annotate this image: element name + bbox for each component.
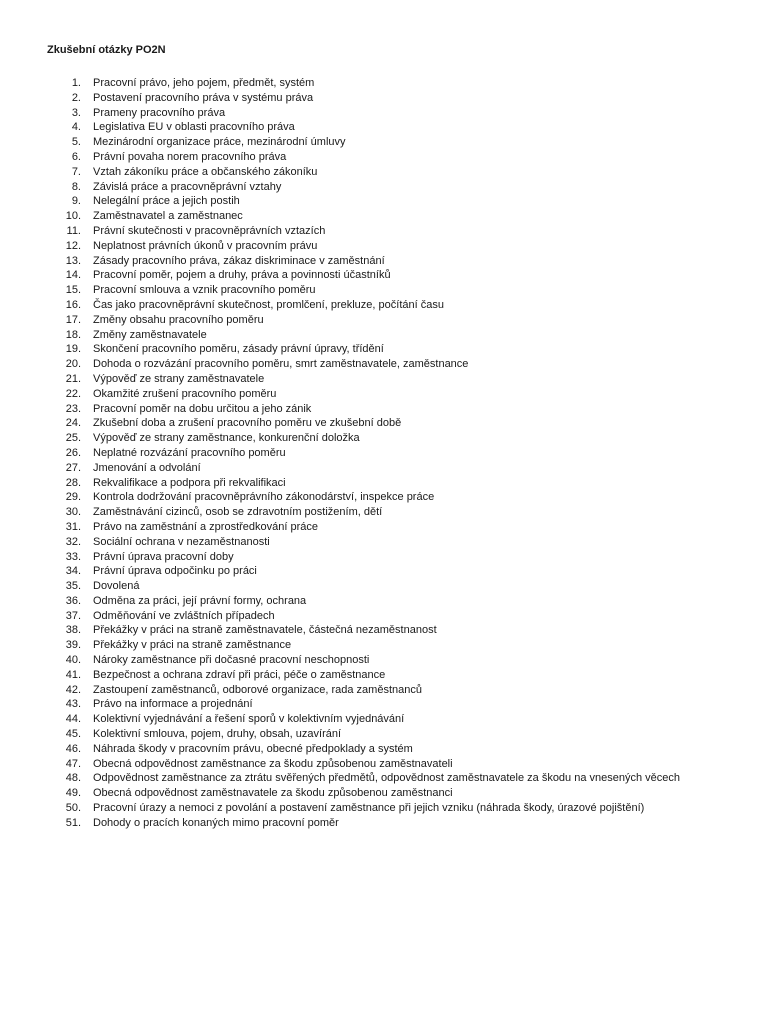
list-item-number: 34. xyxy=(65,565,81,578)
list-item-number: 16. xyxy=(65,298,81,311)
list-item-number: 48. xyxy=(65,772,81,785)
list-item xyxy=(0,357,768,372)
list-item xyxy=(0,697,768,712)
list-item xyxy=(0,313,768,328)
list-item-number: 45. xyxy=(65,728,81,741)
list-item-number: 23. xyxy=(65,402,81,415)
list-item xyxy=(0,224,768,239)
list-item-number: 38. xyxy=(65,624,81,637)
list-item xyxy=(0,209,768,224)
list-item xyxy=(0,120,768,135)
list-item-text: Nelegální práce a jejich postih xyxy=(93,195,240,208)
list-item-text: Právo na zaměstnání a zprostředkování práce xyxy=(93,520,319,533)
list-item xyxy=(0,623,768,638)
list-item xyxy=(0,668,768,683)
list-item xyxy=(0,564,768,579)
list-item-text: Právní úprava odpočinku po práci xyxy=(93,565,257,578)
list-item-text: Legislativa EU v oblasti pracovního práva xyxy=(93,121,295,134)
list-item-number: 51. xyxy=(65,816,81,829)
list-item-number: 25. xyxy=(65,432,81,445)
list-item xyxy=(0,342,768,357)
list-item xyxy=(0,742,768,757)
list-item-text: Neplatné rozvázání pracovního poměru xyxy=(93,446,286,459)
list-item xyxy=(0,165,768,180)
list-item-number: 44. xyxy=(65,713,81,726)
list-item-number: 32. xyxy=(65,535,81,548)
list-item-text: Výpověď ze strany zaměstnance, konkurenční doložka xyxy=(93,432,360,445)
list-item-text: Dovolená xyxy=(93,580,140,593)
list-item xyxy=(0,446,768,461)
list-item xyxy=(0,150,768,165)
list-item-number: 12. xyxy=(65,239,81,252)
list-item-text: Zaměstnávání cizinců, osob se zdravotním postižením, dětí xyxy=(93,506,383,519)
list-item-number: 35. xyxy=(65,580,81,593)
list-item-number: 26. xyxy=(65,446,81,459)
list-item-number: 14. xyxy=(65,269,81,282)
list-item-number: 29. xyxy=(65,491,81,504)
list-item xyxy=(0,254,768,269)
list-item xyxy=(0,550,768,565)
list-item-number: 3. xyxy=(71,106,81,119)
list-item-text: Zastoupení zaměstnanců, odborové organizace, rada zaměstnanců xyxy=(93,683,422,696)
list-item-number: 24. xyxy=(65,417,81,430)
list-item-text: Jmenování a odvolání xyxy=(93,461,201,474)
list-item xyxy=(0,387,768,402)
list-item-number: 5. xyxy=(71,136,81,149)
list-item xyxy=(0,816,768,831)
list-item-number: 6. xyxy=(71,150,81,163)
list-item-text: Zásady pracovního práva, zákaz diskriminace v zaměstnání xyxy=(93,254,385,267)
list-item-number: 20. xyxy=(65,358,81,371)
list-item xyxy=(0,402,768,417)
list-item-number: 40. xyxy=(65,654,81,667)
list-item-number: 17. xyxy=(65,313,81,326)
list-item-number: 30. xyxy=(65,506,81,519)
list-item-number: 50. xyxy=(65,802,81,815)
list-item xyxy=(0,609,768,624)
list-item-text: Okamžité zrušení pracovního poměru xyxy=(93,387,277,400)
list-item-number: 43. xyxy=(65,698,81,711)
list-item xyxy=(0,283,768,298)
list-item xyxy=(0,505,768,520)
list-item-number: 42. xyxy=(65,683,81,696)
list-item-text: Odměňování ve zvláštních případech xyxy=(93,609,275,622)
document-title: Zkušební otázky PO2N xyxy=(47,44,166,56)
list-item xyxy=(0,594,768,609)
list-item-text: Závislá práce a pracovněprávní vztahy xyxy=(93,180,282,193)
list-item-text: Sociální ochrana v nezaměstnanosti xyxy=(93,535,270,548)
list-item-text: Prameny pracovního práva xyxy=(93,106,226,119)
list-item-number: 37. xyxy=(65,609,81,622)
list-item-text: Zaměstnavatel a zaměstnanec xyxy=(93,210,243,223)
list-item xyxy=(0,490,768,505)
list-item-text: Obecná odpovědnost zaměstnance za škodu způsobenou zaměstnavateli xyxy=(93,757,453,770)
list-item-text: Pracovní smlouva a vznik pracovního poměru xyxy=(93,284,316,297)
list-item-number: 18. xyxy=(65,328,81,341)
list-item-text: Právo na informace a projednání xyxy=(93,698,253,711)
list-item-text: Odměna za práci, její právní formy, ochrana xyxy=(93,594,307,607)
list-item xyxy=(0,194,768,209)
list-item xyxy=(0,372,768,387)
list-item-text: Změny zaměstnavatele xyxy=(93,328,207,341)
list-item xyxy=(0,683,768,698)
list-item-text: Překážky v práci na straně zaměstnance xyxy=(93,639,292,652)
list-item xyxy=(0,431,768,446)
list-item-number: 28. xyxy=(65,476,81,489)
list-item-text: Pracovní úrazy a nemoci z povolání a postavení zaměstnance při jejich vzniku (náhrada škody, úrazové pojištění) xyxy=(93,802,645,815)
list-item xyxy=(0,801,768,816)
list-item-number: 2. xyxy=(71,91,81,104)
list-item-number: 27. xyxy=(65,461,81,474)
list-item-text: Pracovní poměr na dobu určitou a jeho zánik xyxy=(93,402,312,415)
list-item-number: 47. xyxy=(65,757,81,770)
list-item-number: 19. xyxy=(65,343,81,356)
list-item-text: Čas jako pracovněprávní skutečnost, promlčení, prekluze, počítání času xyxy=(93,298,444,311)
list-item-text: Překážky v práci na straně zaměstnavatele, částečná nezaměstnanost xyxy=(93,624,437,637)
list-item-text: Odpovědnost zaměstnance za ztrátu svěřených předmětů, odpovědnost zaměstnavatele za škodu na vnesených věcech xyxy=(93,772,681,785)
list-item xyxy=(0,476,768,491)
list-item-text: Neplatnost právních úkonů v pracovním právu xyxy=(93,239,318,252)
list-item-number: 31. xyxy=(65,520,81,533)
list-item xyxy=(0,757,768,772)
list-item xyxy=(0,771,768,786)
list-item xyxy=(0,76,768,91)
list-item-text: Skončení pracovního poměru, zásady právní úpravy, třídění xyxy=(93,343,384,356)
list-item xyxy=(0,579,768,594)
list-item xyxy=(0,239,768,254)
list-item-number: 49. xyxy=(65,787,81,800)
list-item-text: Postavení pracovního práva v systému práva xyxy=(93,91,314,104)
list-item xyxy=(0,786,768,801)
list-item-number: 33. xyxy=(65,550,81,563)
list-item xyxy=(0,328,768,343)
list-item xyxy=(0,180,768,195)
list-item-text: Obecná odpovědnost zaměstnavatele za škodu způsobenou zaměstnanci xyxy=(93,787,453,800)
list-item-number: 9. xyxy=(71,195,81,208)
list-item-number: 46. xyxy=(65,742,81,755)
list-item-text: Pracovní právo, jeho pojem, předmět, systém xyxy=(93,77,315,89)
list-item-text: Bezpečnost a ochrana zdraví při práci, péče o zaměstnance xyxy=(93,668,386,681)
list-item xyxy=(0,416,768,431)
list-item-text: Právní skutečnosti v pracovněprávních vztazích xyxy=(93,224,326,237)
list-item-text: Mezinárodní organizace práce, mezinárodní úmluvy xyxy=(93,136,346,149)
list-item-text: Změny obsahu pracovního poměru xyxy=(93,313,264,326)
list-item-text: Zkušební doba a zrušení pracovního poměru ve zkušební době xyxy=(93,417,402,430)
list-item-text: Kolektivní smlouva, pojem, druhy, obsah, uzavírání xyxy=(93,728,342,741)
list-item xyxy=(0,106,768,121)
list-item-number: 13. xyxy=(65,254,81,267)
list-item-number: 8. xyxy=(71,180,81,193)
list-item-number: 41. xyxy=(65,668,81,681)
list-item-text: Dohody o pracích konaných mimo pracovní poměr xyxy=(93,816,339,829)
list-item-number: 4. xyxy=(71,121,81,134)
list-item-number: 15. xyxy=(65,284,81,297)
list-item-number: 7. xyxy=(71,165,81,178)
list-item-text: Náhrada škody v pracovním právu, obecné předpoklady a systém xyxy=(93,742,413,755)
list-item xyxy=(0,638,768,653)
list-item-number: 21. xyxy=(65,372,81,385)
list-item xyxy=(0,135,768,150)
list-item xyxy=(0,461,768,476)
list-item xyxy=(0,268,768,283)
list-item xyxy=(0,727,768,742)
list-item-text: Právní úprava pracovní doby xyxy=(93,550,234,563)
list-item-number: 1. xyxy=(71,77,81,89)
list-item-text: Kontrola dodržování pracovněprávního zákonodárství, inspekce práce xyxy=(93,491,435,504)
list-item-text: Rekvalifikace a podpora při rekvalifikaci xyxy=(93,476,286,489)
list-item-text: Pracovní poměr, pojem a druhy, práva a povinnosti účastníků xyxy=(93,269,391,282)
list-item xyxy=(0,712,768,727)
list-item xyxy=(0,653,768,668)
list-item xyxy=(0,520,768,535)
list-item xyxy=(0,298,768,313)
list-item-number: 10. xyxy=(65,210,81,223)
list-item-number: 36. xyxy=(65,594,81,607)
list-item xyxy=(0,91,768,106)
list-item-text: Kolektivní vyjednávání a řešení sporů v kolektivním vyjednávání xyxy=(93,713,405,726)
question-list xyxy=(0,76,768,831)
list-item-text: Výpověď ze strany zaměstnavatele xyxy=(93,372,265,385)
list-item-text: Právní povaha norem pracovního práva xyxy=(93,150,287,163)
list-item-number: 39. xyxy=(65,639,81,652)
list-item-text: Dohoda o rozvázání pracovního poměru, smrt zaměstnavatele, zaměstnance xyxy=(93,358,469,371)
list-item-number: 11. xyxy=(66,224,81,237)
list-item-number: 22. xyxy=(65,387,81,400)
list-item-text: Nároky zaměstnance při dočasné pracovní neschopnosti xyxy=(93,654,370,667)
list-item xyxy=(0,535,768,550)
list-item-text: Vztah zákoníku práce a občanského zákoníku xyxy=(93,165,318,178)
